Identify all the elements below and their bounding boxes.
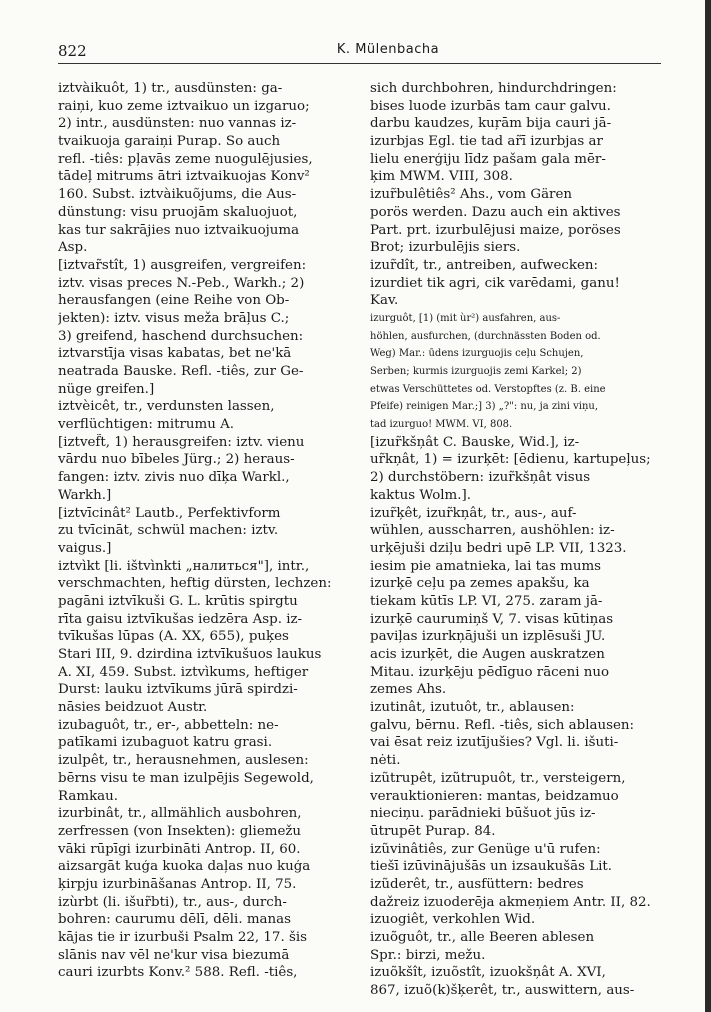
text-line: izurķē ceļu pa zemes apakšu, ka (370, 576, 590, 592)
text-line: Mitau. izurķēju pēdīguo rāceni nuo (370, 664, 610, 680)
text-line: acis izurķēt, die Augen auskratzen (370, 647, 605, 662)
text-line: izuõguôt, tr., alle Beeren ablesen (370, 930, 595, 945)
text-line: neatrada Bauske. Refl. -tiês, zur Ge- (58, 364, 304, 379)
text-line: izurdiet tik agri, cik varēdami, ganu! (370, 275, 620, 291)
text-line: ūtrupēt Purap. 84. (370, 823, 496, 839)
text-line: zerfressen (von Insekten): gliemežu (58, 823, 302, 839)
text-line: 2) durchstöbern: izur̃kšņât visus (370, 470, 591, 486)
text-line: 2) intr., ausdünsten: nuo vannas iz- (58, 116, 297, 132)
text-line: vai ēsat reiz izutījušies? Vgl. li. išuti- (370, 735, 619, 751)
text-line: galvu, bērnu. Refl. -tiês, sich ablausen: (370, 717, 635, 733)
text-line: Asp. (58, 240, 88, 256)
text-line: iesim pie amatnieka, lai tas mums (370, 558, 602, 574)
text-line: porös werden. Dazu auch ein aktives (370, 204, 621, 220)
text-line: [iztvar̃stît, 1) ausgreifen, vergreifen: (58, 257, 307, 273)
text-line: iztvàikuôt, 1) tr., ausdünsten: ga- (58, 81, 283, 96)
text-line: izubaguôt, tr., er-, abbetteln: ne- (58, 717, 279, 733)
left-column (58, 80, 355, 982)
text-line: nėti. (370, 753, 401, 769)
text-line: verauktionieren: mantas, beidzamuo (370, 788, 619, 804)
text-line: [izur̃kšņât C. Bauske, Wid.], iz- (370, 434, 580, 450)
text-line: izurķē caurumiņš V, 7. visas kūtiņas (370, 611, 614, 627)
text-line: [iztvef̃t, 1) herausgreifen: iztv. vienu (58, 434, 305, 450)
text-line: izuogiêt, verkohlen Wid. (370, 912, 536, 928)
text-line: tvīkušas lūpas (A. XX, 655), puķes (58, 629, 289, 645)
text-line: etwas Verschüttetes od. Verstopftes (z. B. eine (370, 383, 606, 395)
text-line: paviļas izurkņājuši un izplēsuši JU. (370, 629, 606, 645)
text-line: cauri izurbts Konv.² 588. Refl. -tiês, (58, 965, 298, 981)
right-column (370, 80, 667, 1000)
text-line: urķējuši dziļu bedri upē LP. VII, 1323. (370, 540, 627, 556)
text-line: izurbjas Egl. tie tad ar̃ī izurbjas ar (370, 134, 603, 150)
text-line: herausfangen (eine Reihe von Ob- (58, 293, 290, 309)
text-line: verflüchtigen: mitrumu A. (58, 417, 235, 433)
text-line: Warkh.] (58, 487, 112, 503)
text-line: Ramkau. (58, 788, 119, 804)
text-line: dünstung: visu pruojām skaluojuot, (58, 204, 298, 220)
text-line: bērns visu te man izulpējis Segewold, (58, 770, 314, 786)
text-line: nüge greifen.] (58, 381, 155, 397)
text-line: kas tur sakrājies nuo iztvaikuojuma (58, 222, 300, 238)
text-line: zu tvīcināt, schwül machen: iztv. (58, 523, 279, 539)
text-line: tādeļ mitrums ātri iztvaikuojas Konv² (58, 169, 310, 185)
text-line: izurguôt, [1) (mit ùr²) ausfahren, aus- (370, 312, 561, 324)
text-line: Stari III, 9. dzirdina iztvīkušuos laukus (58, 647, 322, 662)
page-header (58, 42, 661, 64)
text-line: Weg) Mar.: ūdens izurguojis ceļu Schujen, (370, 348, 584, 360)
text-line: Serben; kurmis izurguojis zemi Karkel; 2) (370, 366, 582, 377)
text-line: izur̃ķêt, izur̃kņât, tr., aus-, auf- (370, 505, 577, 521)
text-line: verschmachten, heftig dürsten, lechzen: (58, 576, 332, 592)
text-line: slānis nav vēl ne'kur visa biezumā (58, 947, 290, 963)
text-line: izur̃dît, tr., antreiben, aufwecken: (370, 257, 599, 273)
text-line: dažreiz izuoderēja akmeņiem Antr. II, 82. (370, 894, 651, 910)
text-line: patīkami izubaguot katru grasi. (58, 735, 273, 751)
text-line: Brot; izurbulējis siers. (370, 240, 521, 256)
text-line: [iztvīcinât² Lautb., Perfektivform (58, 505, 281, 521)
text-line: A. XI, 459. Subst. iztvìkums, heftiger (58, 664, 309, 680)
text-line: sich durchbohren, hindurchdringen: (370, 81, 617, 96)
text-line: iztvarstīja visas kabatas, bet ne'kā (58, 346, 292, 362)
text-line: iztv. visas preces N.-Peb., Warkh.; 2) (58, 275, 305, 291)
text-line: tad izurguo! MWM. VI, 808. (370, 419, 513, 431)
text-line: bises luode izurbās tam caur galvu. (370, 98, 611, 114)
text-line: izũderêt, tr., ausfüttern: bedres (370, 876, 584, 892)
text-line: iztvèicêt, tr., verdunsten lassen, (58, 399, 275, 415)
text-line: izũvinâtiês, zur Genüge u'ū rufen: (370, 841, 601, 857)
text-line: izùrbt (li. išur̃bti), tr., aus-, durch- (58, 894, 287, 910)
text-line: izur̃bulêtiês² Ahs., vom Gären (370, 187, 572, 203)
text-line: ķim MWM. VIII, 308. (370, 169, 513, 185)
text-line: jekten): iztv. visus meža brāļus C.; (58, 310, 290, 326)
text-line: ur̃kņât, 1) = izurķēt: [ēdienu, kartupeļus; (370, 452, 651, 468)
text-line: izũtrupêt, izũtrupuôt, tr., versteigern, (370, 770, 626, 786)
header-rule (58, 63, 661, 64)
text-line: Spr.: birzi, mežu. (370, 947, 486, 963)
text-line: nieciņu. parādnieki būšuot jūs iz- (370, 806, 596, 822)
text-line: Pfeife) reinigen Mar.;] 3) „?": nu, ja zini viņu, (370, 401, 599, 413)
text-line: aizsargāt kuģa kuoka daļas nuo kuģa (58, 859, 311, 875)
text-line: izutinât, izutuôt, tr., ablausen: (370, 700, 575, 716)
text-line: fangen: iztv. zivis nuo dīķa Warkl., (58, 470, 290, 486)
text-line: kaktus Wolm.]. (370, 487, 471, 503)
text-line: 160. Subst. iztvàikuõjums, die Aus- (58, 187, 297, 203)
text-line: izulpêt, tr., herausnehmen, auslesen: (58, 753, 309, 769)
text-line: kājas tie ir izurbuši Psalm 22, 17. šis (58, 930, 307, 945)
text-line: vaigus.] (58, 540, 112, 556)
text-line: zemes Ahs. (370, 682, 447, 698)
text-line: vārdu nuo bībeles Jürg.; 2) heraus- (58, 452, 295, 468)
text-line: tiekam kūtīs LP. VI, 275. zaram jā- (370, 593, 603, 609)
text-line: izuõkšît, izuõstît, izuokšņât A. XVI, (370, 965, 606, 981)
text-line: 3) greifend, haschend durchsuchen: (58, 328, 304, 344)
text-line: vāki rūpīgi izurbināti Antrop. II, 60. (58, 841, 301, 857)
text-line: ķirpju izurbināšanas Antrop. II, 75. (58, 876, 297, 892)
page-number: 822 (58, 42, 87, 60)
text-line: Durst: lauku iztvīkums jūrā spirdzi- (58, 682, 298, 698)
running-title: K. Mülenbacha (336, 42, 440, 57)
text-line: lielu enerģiju līdz pašam gala mēr- (370, 151, 606, 167)
text-line: rīta gaisu iztvīkušas iedzēra Asp. iz- (58, 611, 303, 627)
text-line: 867, izuõ(k)šķerêt, tr., auswittern, aus- (370, 983, 635, 999)
text-line: höhlen, ausfurchen, (durchnässten Boden od. (370, 330, 601, 342)
text-line: izurbinât, tr., allmählich ausbohren, (58, 806, 302, 822)
text-line: tvaikuoja garaiņi Purap. So auch (58, 134, 281, 150)
text-line: tiešī izūvinājušās un izsaukušās Lit. (370, 859, 613, 875)
text-line: darbu kaudzes, kuŗām bija cauri jā- (370, 116, 612, 132)
text-line: Kav. (370, 293, 399, 309)
text-line: bohren: caurumu dēlī, dēli. manas (58, 912, 291, 928)
text-line: wühlen, ausscharren, aushöhlen: iz- (370, 523, 615, 539)
text-line: refl. -tiês: pļavās zeme nuogulējusies, (58, 151, 313, 167)
text-line: raiņi, kuo zeme iztvaikuo un izgaruo; (58, 98, 310, 114)
text-line: nāsies beidzuot Austr. (58, 700, 208, 716)
text-line: pagāni iztvīkuši G. L. krūtis spirgtu (58, 593, 298, 609)
text-line: iztvìkt [li. ištvìnkti „налиться"], intr., (58, 558, 310, 574)
text-line: Part. prt. izurbulējusi maize, poröses (370, 222, 621, 238)
